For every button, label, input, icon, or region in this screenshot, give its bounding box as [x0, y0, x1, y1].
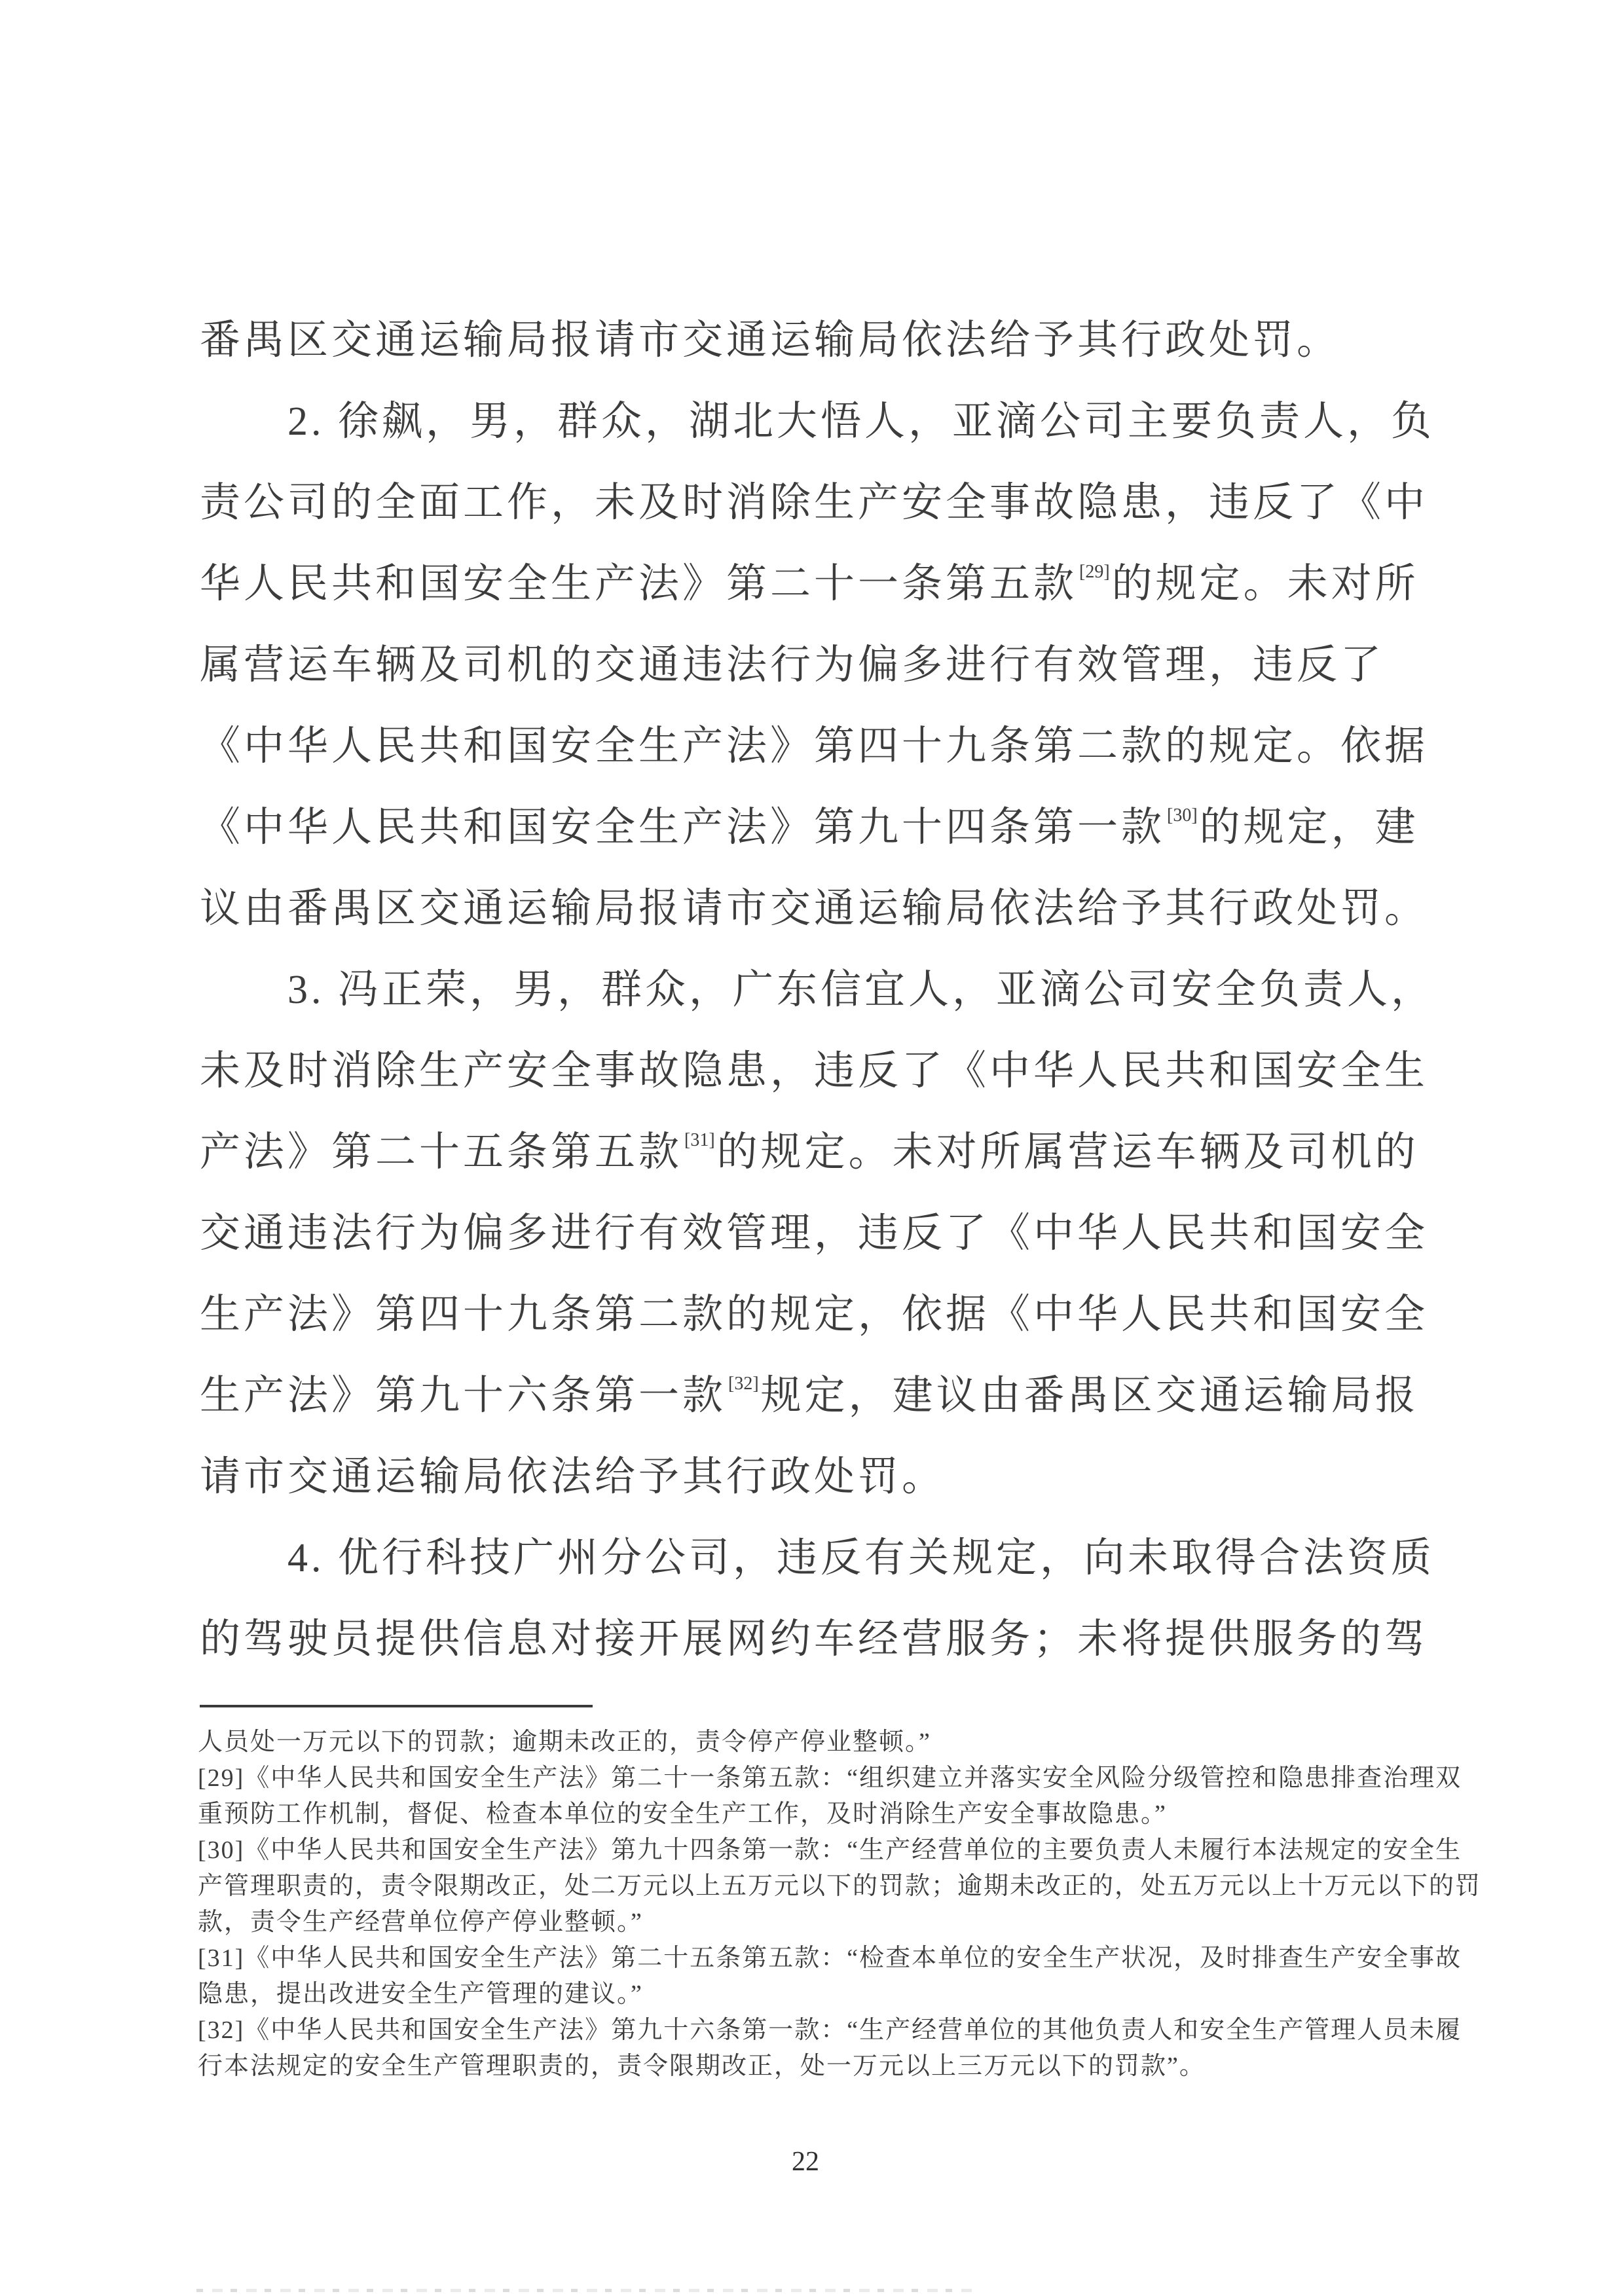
- body-line: [200, 787, 1457, 868]
- text-run: 2. 徐飙，男，群众，湖北大悟人，亚滴公司主要负责人，负: [287, 399, 1435, 444]
- text-run: 议由番禺区交通运输局报请市交通运输局依法给予其行政处罚。: [200, 886, 1429, 931]
- body-text: [200, 300, 1457, 1680]
- body-line: [200, 949, 1457, 1030]
- body-line: [200, 1193, 1457, 1274]
- footnote-ref-superscript: [29]: [1079, 562, 1110, 582]
- text-run: 属营运车辆及司机的交通违法行为偏多进行有效管理，违反了: [200, 643, 1385, 687]
- body-line: [200, 868, 1457, 949]
- text-run: 的规定。未对所属营运车辆及司机的: [716, 1130, 1419, 1175]
- body-line: [200, 1518, 1457, 1599]
- text-run: 4. 优行科技广州分公司，违反有关规定，向未取得合法资质: [287, 1536, 1435, 1580]
- body-line: [200, 706, 1457, 787]
- footnote-separator: [200, 1705, 593, 1707]
- text-run: 行本法规定的安全生产管理职责的，责令限期改正，处一万元以上三万元以下的罚款”。: [198, 2052, 1206, 2080]
- text-run: 《中华人民共和国安全生产法》第四十九条第二款的规定。依据: [200, 724, 1429, 769]
- footnote-line: [198, 1868, 1482, 1904]
- text-run: 的驾驶员提供信息对接开展网约车经营服务；未将提供服务的驾: [200, 1617, 1429, 1662]
- text-run: 人员处一万元以下的罚款；逾期未改正的，责令停产停业整顿。”: [198, 1728, 931, 1756]
- text-run: 规定，建议由番禺区交通运输局报: [760, 1374, 1419, 1418]
- body-line: [200, 543, 1457, 625]
- footnote-ref-superscript: [31]: [684, 1130, 715, 1150]
- footnotes: [198, 1724, 1482, 2085]
- text-run: 重预防工作机制，督促、检查本单位的安全生产工作，及时消除生产安全事故隐患。”: [198, 1800, 1167, 1828]
- text-run: 《中华人民共和国安全生产法》第九十四条第一款: [200, 805, 1166, 850]
- footnote-line: [198, 1724, 1475, 1760]
- footnote-ref-superscript: [30]: [1167, 805, 1198, 826]
- footnote-line: [198, 1904, 1475, 1941]
- text-run: 责公司的全面工作，未及时消除生产安全事故隐患，违反了《中: [200, 481, 1429, 525]
- body-line: [200, 300, 1457, 381]
- text-run: 交通违法行为偏多进行有效管理，违反了《中华人民共和国安全: [200, 1211, 1429, 1256]
- scan-artifact-bottom: [196, 2289, 976, 2292]
- body-line: [200, 1274, 1457, 1355]
- page-number: 22: [792, 2147, 819, 2177]
- footnote-line: [198, 1796, 1475, 1832]
- footnote-line: [198, 2013, 1475, 2049]
- text-run: 生产法》第四十九条第二款的规定，依据《中华人民共和国安全: [200, 1292, 1429, 1337]
- footnote-line: [198, 2049, 1475, 2085]
- text-run: 3. 冯正荣，男，群众，广东信宜人，亚滴公司安全负责人，: [287, 968, 1435, 1012]
- text-run: 款，责令生产经营单位停产停业整顿。”: [198, 1908, 643, 1936]
- text-run: 产法》第二十五条第五款: [200, 1130, 683, 1175]
- body-line: [200, 1436, 1457, 1518]
- footnote-line: [198, 1832, 1475, 1868]
- text-run: 华人民共和国安全生产法》第二十一条第五款: [200, 562, 1078, 606]
- body-line: [200, 1030, 1457, 1112]
- body-line: [200, 1355, 1457, 1436]
- text-run: [29]《中华人民共和国安全生产法》第二十一条第五款：“组织建立并落实安全风险分级管控和隐患排查治理双: [198, 1764, 1462, 1792]
- text-run: 生产法》第九十六条第一款: [200, 1374, 727, 1418]
- footnote-line: [198, 1941, 1475, 1977]
- body-line: [200, 462, 1457, 543]
- text-run: [31]《中华人民共和国安全生产法》第二十五条第五款：“检查本单位的安全生产状况，及时排查生产安全事故: [198, 1944, 1462, 1972]
- body-line: [200, 381, 1457, 462]
- body-line: [200, 1112, 1457, 1193]
- text-run: 请市交通运输局依法给予其行政处罚。: [200, 1455, 946, 1499]
- text-run: 的规定，建: [1199, 805, 1419, 850]
- text-run: 隐患，提出改进安全生产管理的建议。”: [198, 1980, 643, 2008]
- footnote-line: [198, 1977, 1475, 2013]
- text-run: 番禺区交通运输局报请市交通运输局依法给予其行政处罚。: [200, 318, 1341, 363]
- body-line: [200, 1599, 1457, 1680]
- text-run: 产管理职责的，责令限期改正，处二万元以上五万元以下的罚款；逾期未改正的，处五万元以上十万元以下的罚: [198, 1872, 1482, 1900]
- body-line: [200, 625, 1457, 706]
- text-run: 的规定。未对所: [1111, 562, 1419, 606]
- text-run: 未及时消除生产安全事故隐患，违反了《中华人民共和国安全生: [200, 1049, 1429, 1093]
- text-run: [32]《中华人民共和国安全生产法》第九十六条第一款：“生产经营单位的其他负责人和安全生产管理人员未履: [198, 2016, 1462, 2044]
- text-run: [30]《中华人民共和国安全生产法》第九十四条第一款：“生产经营单位的主要负责人未履行本法规定的安全生: [198, 1836, 1462, 1864]
- footnote-line: [198, 1760, 1475, 1796]
- footnote-ref-superscript: [32]: [728, 1374, 759, 1394]
